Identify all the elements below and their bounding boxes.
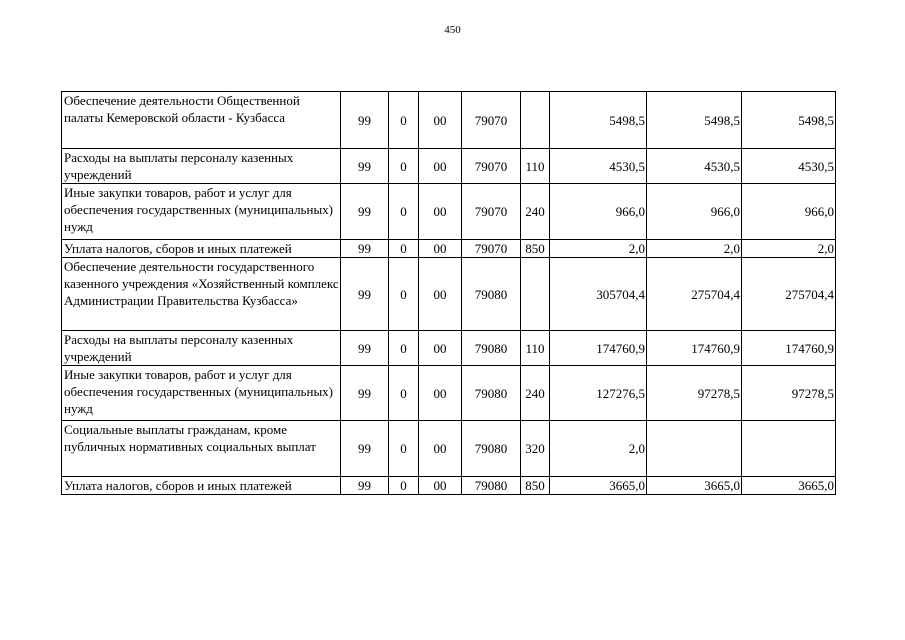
- amount-year-3: 3665,0: [742, 477, 836, 495]
- direction-code: 79070: [462, 240, 521, 258]
- expense-type-code: 240: [521, 366, 550, 421]
- expense-type-code: 850: [521, 240, 550, 258]
- subsection-code: 0: [389, 366, 419, 421]
- row-name: Уплата налогов, сборов и иных платежей: [62, 240, 341, 258]
- amount-year-1: 966,0: [550, 184, 647, 240]
- amount-year-3: 5498,5: [742, 92, 836, 149]
- subsection-code: 0: [389, 240, 419, 258]
- amount-year-3: [742, 421, 836, 477]
- table-row: [62, 149, 836, 184]
- program-code: 00: [419, 366, 462, 421]
- expense-type-code: 110: [521, 331, 550, 366]
- section-code: 99: [341, 366, 389, 421]
- row-name: Обеспечение деятельности Общественной палаты Кемеровской области - Кузбасса: [62, 92, 341, 149]
- amount-year-2: 4530,5: [647, 149, 742, 184]
- direction-code: 79070: [462, 184, 521, 240]
- amount-year-3: 275704,4: [742, 258, 836, 331]
- amount-year-2: [647, 421, 742, 477]
- subsection-code: 0: [389, 258, 419, 331]
- subsection-code: 0: [389, 184, 419, 240]
- amount-year-2: 5498,5: [647, 92, 742, 149]
- row-name: Иные закупки товаров, работ и услуг для обеспечения государственных (муниципальных) нужд: [62, 184, 341, 240]
- expense-type-code: [521, 92, 550, 149]
- program-code: 00: [419, 258, 462, 331]
- amount-year-2: 966,0: [647, 184, 742, 240]
- expense-type-code: 320: [521, 421, 550, 477]
- program-code: 00: [419, 331, 462, 366]
- amount-year-3: 966,0: [742, 184, 836, 240]
- subsection-code: 0: [389, 331, 419, 366]
- amount-year-3: 174760,9: [742, 331, 836, 366]
- amount-year-2: 3665,0: [647, 477, 742, 495]
- section-code: 99: [341, 184, 389, 240]
- subsection-code: 0: [389, 92, 419, 149]
- amount-year-3: 2,0: [742, 240, 836, 258]
- expense-type-code: 110: [521, 149, 550, 184]
- section-code: 99: [341, 477, 389, 495]
- budget-table: [61, 91, 836, 495]
- amount-year-1: 4530,5: [550, 149, 647, 184]
- amount-year-1: 305704,4: [550, 258, 647, 331]
- direction-code: 79080: [462, 258, 521, 331]
- table-row: [62, 421, 836, 477]
- amount-year-2: 2,0: [647, 240, 742, 258]
- table-row: [62, 366, 836, 421]
- program-code: 00: [419, 92, 462, 149]
- direction-code: 79070: [462, 149, 521, 184]
- subsection-code: 0: [389, 149, 419, 184]
- row-name: Иные закупки товаров, работ и услуг для обеспечения государственных (муниципальных) нужд: [62, 366, 341, 421]
- program-code: 00: [419, 421, 462, 477]
- table-row: [62, 477, 836, 495]
- section-code: 99: [341, 149, 389, 184]
- program-code: 00: [419, 240, 462, 258]
- amount-year-2: 174760,9: [647, 331, 742, 366]
- table-row: [62, 240, 836, 258]
- amount-year-1: 3665,0: [550, 477, 647, 495]
- section-code: 99: [341, 331, 389, 366]
- row-name: Расходы на выплаты персоналу казенных учреждений: [62, 149, 341, 184]
- amount-year-1: 2,0: [550, 240, 647, 258]
- program-code: 00: [419, 184, 462, 240]
- direction-code: 79080: [462, 477, 521, 495]
- amount-year-1: 174760,9: [550, 331, 647, 366]
- program-code: 00: [419, 477, 462, 495]
- amount-year-3: 97278,5: [742, 366, 836, 421]
- direction-code: 79080: [462, 421, 521, 477]
- program-code: 00: [419, 149, 462, 184]
- table-row: [62, 92, 836, 149]
- section-code: 99: [341, 92, 389, 149]
- row-name: Расходы на выплаты персоналу казенных учреждений: [62, 331, 341, 366]
- direction-code: 79080: [462, 366, 521, 421]
- table-row: [62, 258, 836, 331]
- table-row: [62, 331, 836, 366]
- direction-code: 79070: [462, 92, 521, 149]
- section-code: 99: [341, 240, 389, 258]
- row-name: Социальные выплаты гражданам, кроме публичных нормативных социальных выплат: [62, 421, 341, 477]
- amount-year-2: 275704,4: [647, 258, 742, 331]
- amount-year-1: 5498,5: [550, 92, 647, 149]
- amount-year-1: 127276,5: [550, 366, 647, 421]
- section-code: 99: [341, 258, 389, 331]
- expense-type-code: 850: [521, 477, 550, 495]
- amount-year-2: 97278,5: [647, 366, 742, 421]
- subsection-code: 0: [389, 477, 419, 495]
- row-name: Уплата налогов, сборов и иных платежей: [62, 477, 341, 495]
- direction-code: 79080: [462, 331, 521, 366]
- table-row: [62, 184, 836, 240]
- subsection-code: 0: [389, 421, 419, 477]
- row-name: Обеспечение деятельности государственного казенного учреждения «Хозяйственный комплекс Администрации Правительства Кузбасса»: [62, 258, 341, 331]
- amount-year-3: 4530,5: [742, 149, 836, 184]
- expense-type-code: 240: [521, 184, 550, 240]
- expense-type-code: [521, 258, 550, 331]
- section-code: 99: [341, 421, 389, 477]
- page-number: 450: [444, 24, 461, 36]
- amount-year-1: 2,0: [550, 421, 647, 477]
